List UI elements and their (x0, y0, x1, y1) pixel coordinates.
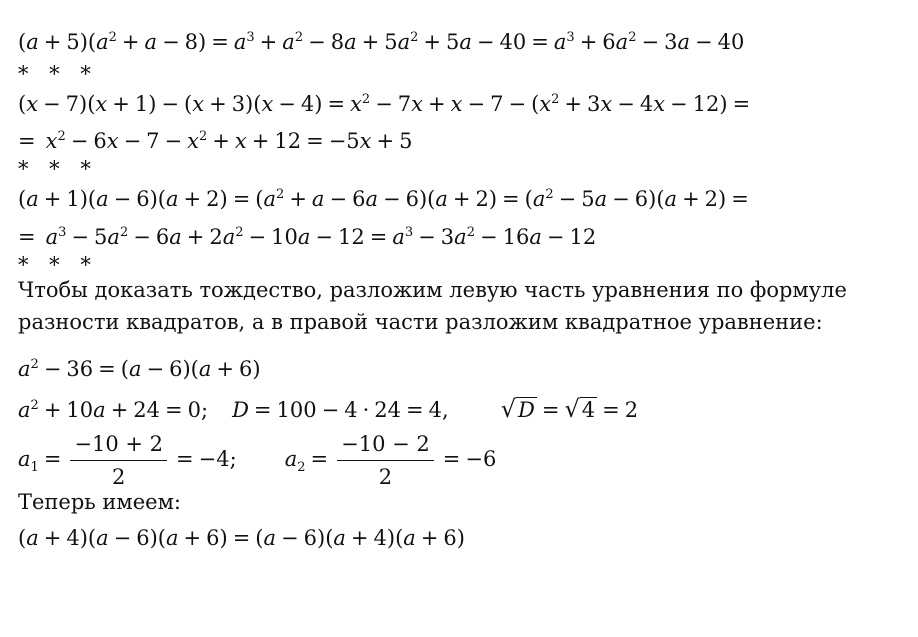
explanation-text-3: Теперь имеем: (18, 490, 182, 514)
equation-line-7: $a^2 + 10a + 24 = 0$; D = 100 − 4 · 24 = 4, √D = √4 = 2 (18, 395, 639, 423)
equation-line-9: (a + 4)(a − 6)(a + 6) = (a − 6)(a + 4)(a + 6) (18, 526, 465, 550)
explanation-text-2: разности квадратов, а в правой части разложим квадратное уравнение: (18, 310, 823, 334)
equation-line-8: $a_1$ = $\frac{-10 + 2}{2}$ = −4; $a_2$ = $\frac{-10 - 2}{2}$ = −6 (18, 432, 497, 489)
equation-line-3: = $x^2 - 6x - 7 - x^2 + x + 12 = -5x + 5$ (18, 129, 413, 153)
fraction-a2: $\frac{-10 - 2}{2}$ (337, 430, 434, 491)
equation-line-2: $(x - 7)(x + 1) - (x + 3)(x - 4) = x^2 - 7x + x - 7 - (x^2 + 3x - 4x - 12)$ = (18, 92, 751, 116)
fraction-a1: $\frac{-10 + 2}{2}$ (70, 430, 167, 491)
equation-line-5: = $a^3 - 5a^2 - 6a + 2a^2 - 10a - 12 = a^3 - 3a^2 - 16a - 12$ (18, 225, 597, 249)
sqrt-4: √4 (564, 395, 596, 423)
separator-1: * * * (18, 62, 98, 86)
equation-line-1: $(a + 5)(a^2 + a - 8) = a^3 + a^2 - 8a + 5a^2 + 5a - 40 = a^3 + 6a^2 - 3a - 40$ (18, 30, 745, 54)
separator-2: * * * (18, 157, 98, 181)
equation-line-6: $a^2 - 36 = (a - 6)(a + 6)$ (18, 357, 261, 381)
explanation-text-1: Чтобы доказать тождество, разложим левую часть уравнения по формуле (18, 278, 847, 302)
separator-3: * * * (18, 253, 98, 277)
equation-line-4: $(a + 1)(a - 6)(a + 2) = (a^2 + a - 6a - 6)(a + 2) = (a^2 - 5a - 6)(a + 2)$ = (18, 187, 749, 211)
sqrt-d: √D (500, 395, 535, 423)
